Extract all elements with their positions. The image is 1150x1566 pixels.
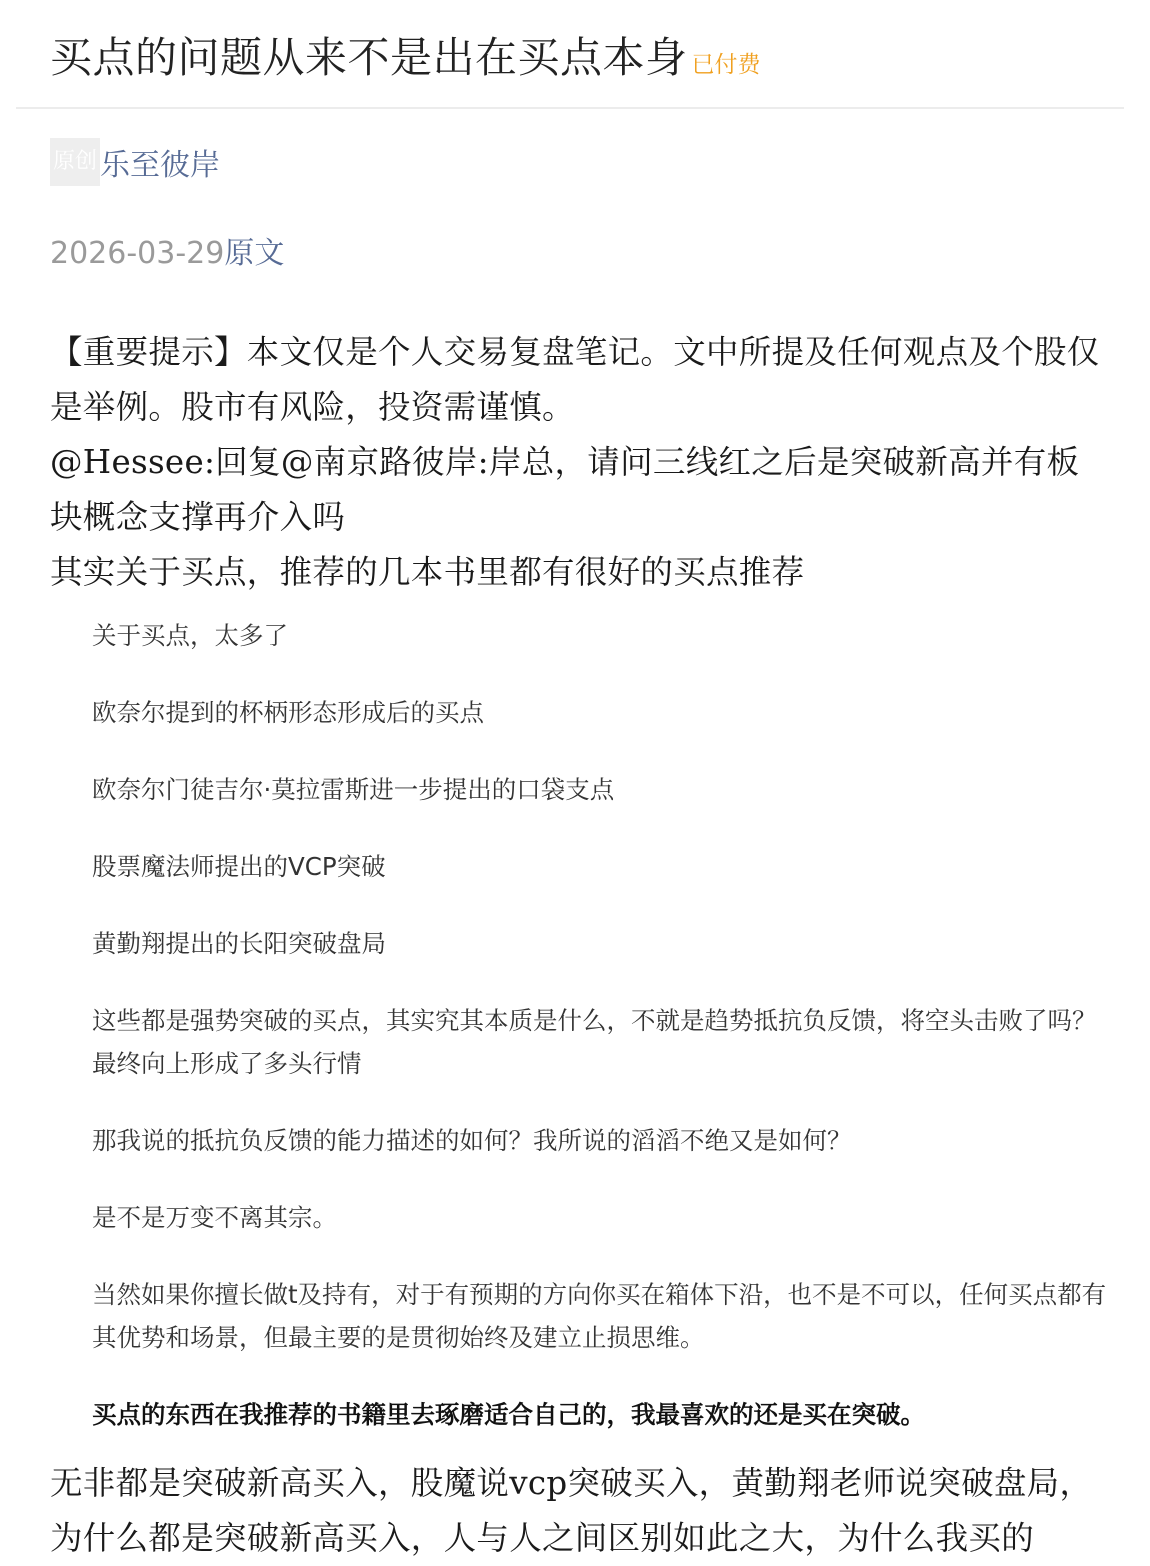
quote-bold-paragraph: 买点的东西在我推荐的书籍里去琢磨适合自己的，我最喜欢的还是买在突破。: [92, 1400, 925, 1429]
article-header: [0, 0, 1150, 108]
publish-date: 2026-03-29: [50, 236, 225, 271]
quote-paragraph: 那我说的抵抗负反馈的能力描述的如何？我所说的滔滔不绝又是如何？: [92, 1126, 852, 1155]
quote-paragraph: 这些都是强势突破的买点，其实究其本质是什么，不就是趋势抵抗负反馈，将空头击败了吗？最终向上形成了多头行情: [92, 1006, 1097, 1078]
quote-paragraph: 关于买点，太多了: [92, 621, 288, 650]
quote-paragraph: 当然如果你擅长做t及持有，对于有预期的方向你买在箱体下沿，也不是不可以，任何买点都有其优势和场景，但最主要的是贯彻始终及建立止损思维。: [92, 1280, 1107, 1352]
quote-paragraph: 股票魔法师提出的VCP突破: [92, 852, 386, 881]
quoted-block: [50, 600, 1110, 1436]
date-row: [50, 232, 284, 276]
title-row: [50, 28, 761, 97]
quote-paragraph: 是不是万变不离其宗。: [92, 1203, 337, 1232]
author-row: [50, 138, 220, 186]
risk-notice: 【重要提示】本文仅是个人交易复盘笔记。文中所提及任何观点及个股仅是举例。股市有风险，投资需谨慎。: [50, 333, 1100, 426]
article-title: 买点的问题从来不是出在买点本身: [50, 33, 688, 82]
quote-paragraph: 欧奈尔门徒吉尔·莫拉雷斯进一步提出的口袋支点: [92, 775, 615, 804]
quote-paragraph: 黄勤翔提出的长阳突破盘局: [92, 929, 386, 958]
closing-paragraph: 无非都是突破新高买入，股魔说vcp突破买入，黄勤翔老师说突破盘局，为什么都是突破新高买入，人与人之间区别如此之大，为什么我买的: [50, 1464, 1093, 1557]
quote-paragraph: 欧奈尔提到的杯柄形态形成后的买点: [92, 698, 484, 727]
article-body: [50, 325, 1110, 1566]
original-source-link[interactable]: 原文: [224, 236, 285, 271]
header-divider: [16, 107, 1124, 109]
original-tag: 原创: [50, 138, 100, 186]
reply-quote: @Hessee:回复@南京路彼岸:岸总，请问三线红之后是突破新高并有板块概念支撑再介入吗: [50, 443, 1080, 536]
intro-paragraph: 其实关于买点，推荐的几本书里都有很好的买点推荐: [50, 553, 805, 591]
author-link[interactable]: 乐至彼岸: [100, 148, 220, 183]
paid-badge: 已付费: [691, 52, 761, 78]
